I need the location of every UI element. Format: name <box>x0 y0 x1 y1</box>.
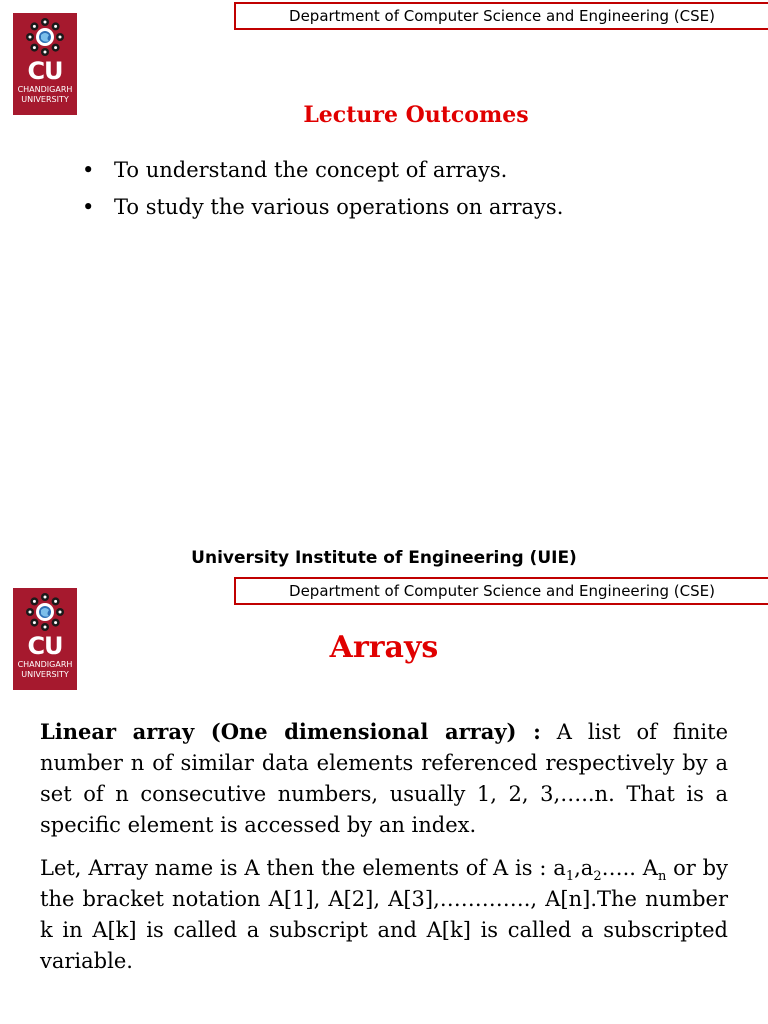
logo-name-line1: CHANDIGARH <box>17 85 73 94</box>
slide-arrays <box>0 532 768 1024</box>
logo-name-line2: UNIVERSITY <box>21 670 69 679</box>
notation-paragraph <box>40 853 728 977</box>
logo-name-line1: CHANDIGARH <box>17 660 73 669</box>
slide-title: Lecture Outcomes <box>303 102 529 128</box>
cu-logo <box>13 13 77 115</box>
bullet-icon: • <box>82 195 95 219</box>
list-item-text: To understand the concept of arrays. <box>114 158 508 182</box>
list-item <box>82 189 563 226</box>
logo-abbr: CU <box>27 632 63 660</box>
definition-paragraph <box>40 716 728 841</box>
slide-title: Arrays <box>329 630 439 665</box>
subscript-n: n <box>657 869 667 885</box>
bullet-icon: • <box>82 158 95 182</box>
cu-emblem-icon <box>25 17 65 57</box>
institute-header: University Institute of Engineering (UIE) <box>191 548 577 568</box>
cu-emblem-icon <box>25 592 65 632</box>
notation-text-3: ….. A <box>601 856 658 880</box>
notation-text-1: Let, Array name is A then the elements of A is : a <box>40 856 566 880</box>
logo-abbr: CU <box>27 57 63 85</box>
definition-text: A list of finite number n of similar data elements referenced respectively by a set of n consecutive numbers, usually 1, 2, 3,…..n. That is a specific element is accessed by an index. <box>40 720 729 837</box>
department-header: Department of Computer Science and Engineering (CSE) <box>234 2 768 30</box>
logo-name-line2: UNIVERSITY <box>21 95 69 104</box>
definition-term: Linear array (One dimensional array) : <box>40 719 541 744</box>
subscript-1: 1 <box>565 869 575 885</box>
subscript-2: 2 <box>593 869 602 885</box>
notation-text-2: ,a <box>574 856 594 880</box>
outcome-list <box>82 152 563 226</box>
list-item <box>82 152 563 189</box>
notation-text-4: or by the bracket notation A[1], A[2], A[3],…………., A[n].The number k in A[k] is called a subscript and A[k] is called a subscripted variable. <box>40 856 728 973</box>
list-item-text: To study the various operations on arrays. <box>114 195 564 219</box>
department-header: Department of Computer Science and Engineering (CSE) <box>234 577 768 605</box>
